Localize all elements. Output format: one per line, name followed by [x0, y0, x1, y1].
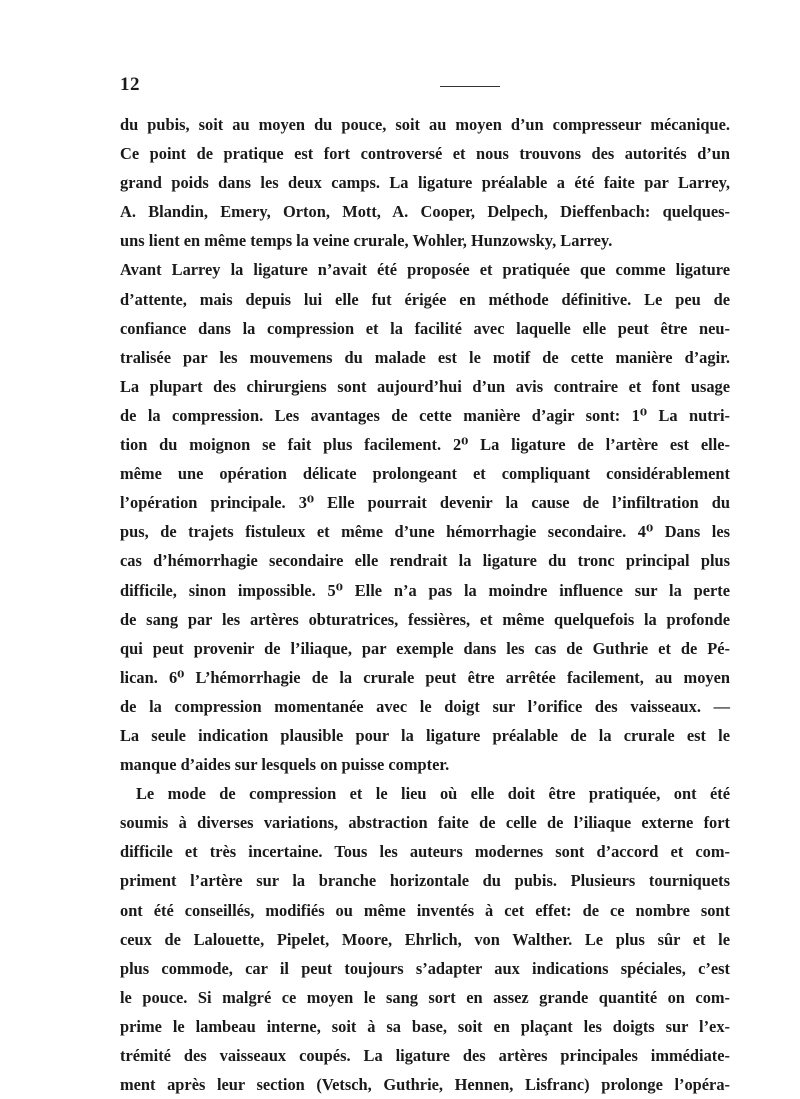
text-line: tralisée par les mouvemens du malade est le motif de cette manière d’agir. [120, 347, 730, 367]
text-line: ment après leur section (Vetsch, Guthrie, Hennen, Lisfranc) prolonge l’opéra- [120, 1075, 730, 1095]
text-line: grand poids dans les deux camps. La ligature préalable a été faite par Larrey, [120, 173, 730, 193]
text-line: difficile, sinon impossible. 5⁰ Elle n’a pas la moindre influence sur la perte [120, 580, 730, 600]
text-line: pus, de trajets fistuleux et même d’une hémorrhagie secondaire. 4⁰ Dans les [120, 522, 730, 542]
text-line: plus commode, car il peut toujours s’adapter aux indications spéciales, c’est [120, 958, 730, 978]
text-line: du pubis, soit au moyen du pouce, soit au moyen d’un compresseur mécanique. [120, 115, 730, 134]
text-line: priment l’artère sur la branche horizontale du pubis. Plusieurs tourniquets [120, 871, 730, 891]
text-line: soumis à diverses variations, abstraction faite de celle de l’iliaque externe fort [120, 813, 730, 833]
text-line: de la compression. Les avantages de cette manière d’agir sont: 1⁰ La nutri- [120, 405, 730, 425]
text-line: La plupart des chirurgiens sont aujourd’hui d’un avis contraire et font usage [120, 376, 730, 396]
text-line: trémité des vaisseaux coupés. La ligature des artères principales immédiate- [120, 1046, 730, 1065]
text-line: Le mode de compression et le lieu où elle doit être pratiquée, ont été [136, 784, 730, 804]
text-line: A. Blandin, Emery, Orton, Mott, A. Cooper, Delpech, Dieffenbach: quelques- [120, 202, 730, 222]
text-line: de sang par les artères obturatrices, fessières, et même quelquefois la profonde [120, 609, 730, 629]
text-line: ceux de Lalouette, Pipelet, Moore, Ehrlich, von Walther. Le plus sûr et le [120, 929, 730, 949]
text-line: de la compression momentanée avec le doigt sur l’orifice des vaisseaux. — [120, 696, 730, 716]
text-line: confiance dans la compression et la facilité avec laquelle elle peut être neu- [120, 318, 730, 338]
text-line: uns lient en même temps la veine crurale, Wohler, Hunzowsky, Larrey. [120, 231, 613, 251]
text-line: le pouce. Si malgré ce moyen le sang sort en assez grande quantité on com- [120, 987, 730, 1007]
text-line: Ce point de pratique est fort controversé et nous trouvons des autorités d’un [120, 144, 730, 164]
text-line: manque d’aides sur lesquels on puisse compter. [120, 755, 450, 775]
text-line: Avant Larrey la ligature n’avait été proposée et pratiquée que comme ligature [120, 260, 730, 280]
text-line: ont été conseillés, modifiés ou même inventés à cet effet: de ce nombre sont [120, 900, 730, 920]
text-line: prime le lambeau interne, soit à sa base, soit en plaçant les doigts sur l’ex- [120, 1016, 730, 1036]
body-text [120, 110, 730, 1099]
page-number: 12 [120, 74, 140, 95]
header-rule [440, 86, 500, 87]
text-line: même une opération délicate prolongeant et compliquant considérablement [120, 464, 730, 484]
text-line: cas d’hémorrhagie secondaire elle rendrait la ligature du tronc principal plus [120, 551, 730, 571]
text-line: d’attente, mais depuis lui elle fut érigée en méthode définitive. Le peu de [120, 289, 730, 309]
text-line: l’opération principale. 3⁰ Elle pourrait devenir la cause de l’infiltration du [120, 493, 730, 513]
text-line: La seule indication plausible pour la ligature préalable de la crurale est le [120, 725, 730, 745]
text-line: tion du moignon se fait plus facilement. 2⁰ La ligature de l’artère est elle- [120, 435, 730, 455]
text-line: difficile et très incertaine. Tous les auteurs modernes sont d’accord et com- [120, 842, 730, 862]
text-line: lican. 6⁰ L’hémorrhagie de la crurale peut être arrêtée facilement, au moyen [120, 667, 730, 687]
text-line: qui peut provenir de l’iliaque, par exemple dans les cas de Guthrie et de Pé- [120, 638, 730, 658]
